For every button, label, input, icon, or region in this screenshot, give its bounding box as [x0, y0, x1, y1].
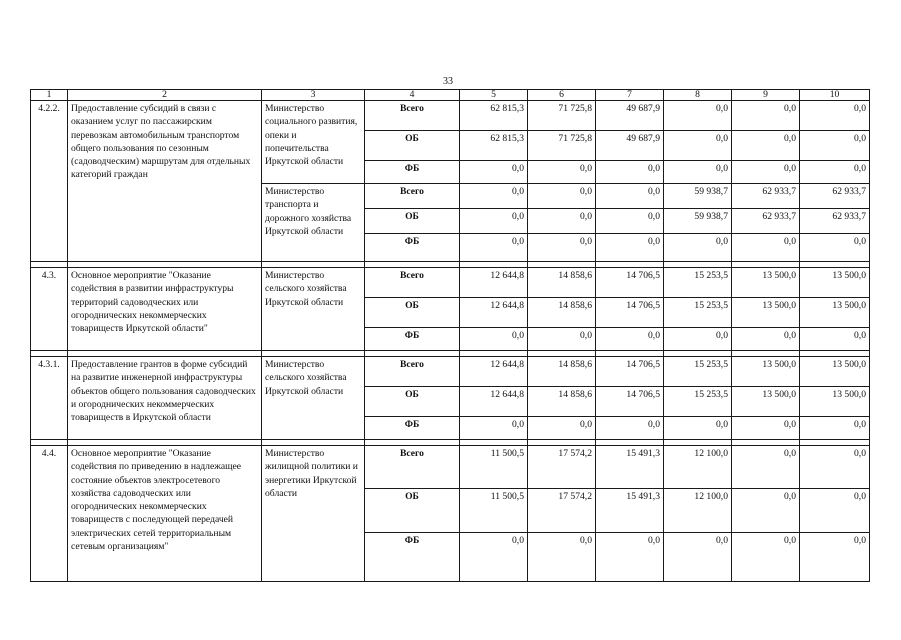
funding-source: Всего: [365, 101, 460, 131]
amount-cell: 0,0: [528, 328, 596, 351]
amount-cell: 14 858,6: [528, 298, 596, 328]
amount-cell: 0,0: [664, 101, 732, 131]
row-code: 4.2.2.: [31, 101, 68, 262]
funding-source: ФБ: [365, 328, 460, 351]
amount-cell: 49 687,9: [596, 131, 664, 161]
amount-cell: 13 500,0: [800, 387, 870, 417]
amount-cell: 14 706,5: [596, 268, 664, 298]
column-header: 3: [262, 90, 365, 101]
funding-source: ОБ: [365, 131, 460, 161]
amount-cell: 0,0: [732, 489, 800, 533]
executor-name: Министерство сельского хозяйства Иркутской области: [262, 268, 365, 351]
amount-cell: 13 500,0: [732, 357, 800, 387]
amount-cell: 12 644,8: [460, 298, 528, 328]
measure-name: Предоставление грантов в форме субсидий на развитие инженерной инфраструктуры объектов общего пользования садоводческих и огороднических некоммерческих товариществ в Иркутской области: [68, 357, 262, 440]
amount-cell: 62 933,7: [800, 184, 870, 209]
row-code: 4.3.1.: [31, 357, 68, 440]
amount-cell: 0,0: [528, 234, 596, 262]
amount-cell: 14 706,5: [596, 298, 664, 328]
amount-cell: 0,0: [528, 533, 596, 582]
amount-cell: 0,0: [460, 234, 528, 262]
column-header: 2: [68, 90, 262, 101]
amount-cell: 0,0: [732, 417, 800, 440]
amount-cell: 71 725,8: [528, 101, 596, 131]
funding-source: ФБ: [365, 533, 460, 582]
table-row: [31, 101, 870, 131]
amount-cell: 0,0: [528, 209, 596, 234]
funding-source: ФБ: [365, 234, 460, 262]
amount-cell: 12 644,8: [460, 357, 528, 387]
executor-name: Министерство социального развития, опеки и попечительства Иркутской области: [262, 101, 365, 184]
amount-cell: 15 253,5: [664, 268, 732, 298]
amount-cell: 0,0: [596, 234, 664, 262]
executor-name: Министерство жилищной политики и энергетики Иркутской области: [262, 446, 365, 582]
amount-cell: 0,0: [800, 417, 870, 440]
amount-cell: 17 574,2: [528, 489, 596, 533]
amount-cell: 0,0: [596, 417, 664, 440]
amount-cell: 0,0: [800, 161, 870, 184]
amount-cell: 12 644,8: [460, 268, 528, 298]
funding-source: ФБ: [365, 161, 460, 184]
amount-cell: 0,0: [800, 328, 870, 351]
amount-cell: 0,0: [800, 446, 870, 489]
amount-cell: 0,0: [596, 184, 664, 209]
amount-cell: 14 706,5: [596, 387, 664, 417]
budget-table: [30, 89, 870, 582]
amount-cell: 12 100,0: [664, 489, 732, 533]
row-code: 4.3.: [31, 268, 68, 351]
amount-cell: 0,0: [664, 234, 732, 262]
column-header: 9: [732, 90, 800, 101]
amount-cell: 12 100,0: [664, 446, 732, 489]
amount-cell: 0,0: [732, 161, 800, 184]
amount-cell: 0,0: [800, 101, 870, 131]
amount-cell: 0,0: [800, 533, 870, 582]
funding-source: ОБ: [365, 387, 460, 417]
funding-source: Всего: [365, 357, 460, 387]
amount-cell: 62 933,7: [732, 209, 800, 234]
executor-name: Министерство сельского хозяйства Иркутской области: [262, 357, 365, 440]
amount-cell: 59 938,7: [664, 184, 732, 209]
amount-cell: 0,0: [800, 234, 870, 262]
amount-cell: 14 858,6: [528, 268, 596, 298]
column-header: 5: [460, 90, 528, 101]
column-header: 7: [596, 90, 664, 101]
amount-cell: 0,0: [460, 209, 528, 234]
measure-name: Основное мероприятие "Оказание содействия в развитии инфраструктуры территорий садоводческих или огороднических некоммерческих товариществ Иркутской области": [68, 268, 262, 351]
amount-cell: 0,0: [460, 533, 528, 582]
amount-cell: 11 500,5: [460, 446, 528, 489]
amount-cell: 0,0: [528, 417, 596, 440]
measure-name: Основное мероприятие "Оказание содействия по приведению в надлежащее состояние объектов электросетевого хозяйства садоводческих или огороднических некоммерческих товариществ с последующей передачей электрических сетей территориальным сетевым организациям": [68, 446, 262, 582]
executor-name: Министерство транспорта и дорожного хозяйства Иркутской области: [262, 184, 365, 262]
amount-cell: 71 725,8: [528, 131, 596, 161]
column-header-row: [31, 90, 870, 101]
amount-cell: 11 500,5: [460, 489, 528, 533]
amount-cell: 0,0: [460, 417, 528, 440]
amount-cell: 0,0: [596, 209, 664, 234]
amount-cell: 0,0: [664, 161, 732, 184]
funding-source: Всего: [365, 268, 460, 298]
amount-cell: 0,0: [732, 131, 800, 161]
amount-cell: 0,0: [528, 161, 596, 184]
amount-cell: 0,0: [664, 533, 732, 582]
amount-cell: 0,0: [732, 533, 800, 582]
amount-cell: 15 253,5: [664, 298, 732, 328]
amount-cell: 0,0: [596, 161, 664, 184]
amount-cell: 62 815,3: [460, 101, 528, 131]
row-code: 4.4.: [31, 446, 68, 582]
funding-source: ОБ: [365, 209, 460, 234]
amount-cell: 13 500,0: [732, 387, 800, 417]
amount-cell: 15 253,5: [664, 387, 732, 417]
amount-cell: 0,0: [664, 131, 732, 161]
table-row: [31, 268, 870, 298]
measure-name: Предоставление субсидий в связи с оказанием услуг по пассажирским перевозкам автомобильным транспортом общего пользования по сезонным (садоводческим) маршрутам для отдельных категорий граждан: [68, 101, 262, 262]
column-header: 6: [528, 90, 596, 101]
amount-cell: 13 500,0: [732, 268, 800, 298]
amount-cell: 0,0: [460, 161, 528, 184]
funding-source: Всего: [365, 446, 460, 489]
amount-cell: 0,0: [732, 446, 800, 489]
table-row: [31, 446, 870, 489]
amount-cell: 0,0: [732, 101, 800, 131]
amount-cell: 62 933,7: [800, 209, 870, 234]
column-header: 8: [664, 90, 732, 101]
amount-cell: 15 491,3: [596, 446, 664, 489]
amount-cell: 59 938,7: [664, 209, 732, 234]
amount-cell: 14 858,6: [528, 387, 596, 417]
funding-source: Всего: [365, 184, 460, 209]
column-header: 4: [365, 90, 460, 101]
amount-cell: 15 491,3: [596, 489, 664, 533]
amount-cell: 0,0: [732, 328, 800, 351]
column-header: 10: [800, 90, 870, 101]
amount-cell: 0,0: [596, 533, 664, 582]
amount-cell: 14 706,5: [596, 357, 664, 387]
amount-cell: 0,0: [664, 328, 732, 351]
amount-cell: 12 644,8: [460, 387, 528, 417]
amount-cell: 0,0: [664, 417, 732, 440]
amount-cell: 0,0: [596, 328, 664, 351]
amount-cell: 0,0: [732, 234, 800, 262]
amount-cell: 17 574,2: [528, 446, 596, 489]
amount-cell: 13 500,0: [732, 298, 800, 328]
amount-cell: 13 500,0: [800, 357, 870, 387]
amount-cell: 49 687,9: [596, 101, 664, 131]
amount-cell: 13 500,0: [800, 298, 870, 328]
amount-cell: 0,0: [800, 489, 870, 533]
amount-cell: 0,0: [528, 184, 596, 209]
amount-cell: 0,0: [800, 131, 870, 161]
page-number: 33: [443, 76, 453, 87]
funding-source: ФБ: [365, 417, 460, 440]
column-header: 1: [31, 90, 68, 101]
amount-cell: 62 933,7: [732, 184, 800, 209]
funding-source: ОБ: [365, 298, 460, 328]
amount-cell: 62 815,3: [460, 131, 528, 161]
amount-cell: 14 858,6: [528, 357, 596, 387]
funding-source: ОБ: [365, 489, 460, 533]
amount-cell: 13 500,0: [800, 268, 870, 298]
table-row: [31, 357, 870, 387]
amount-cell: 15 253,5: [664, 357, 732, 387]
amount-cell: 0,0: [460, 184, 528, 209]
amount-cell: 0,0: [460, 328, 528, 351]
